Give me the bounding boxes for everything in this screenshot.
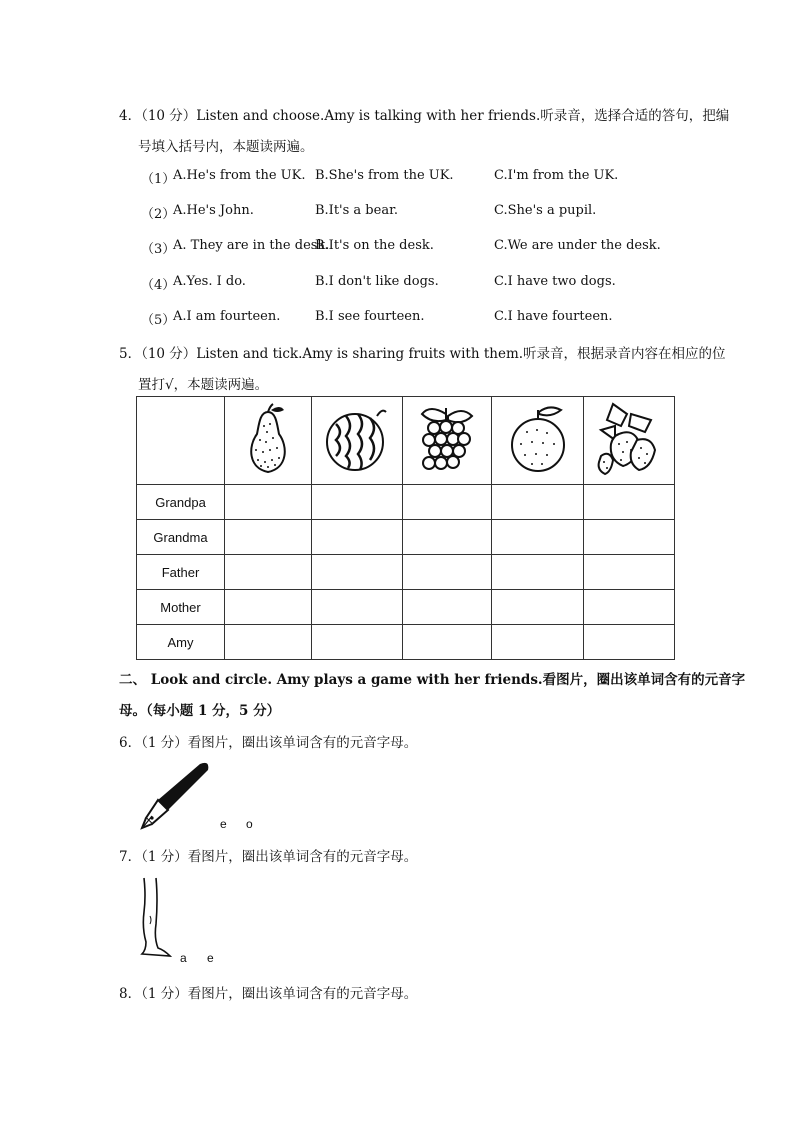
q4-instruction-line2: 号填入括号内，本题读两遍。 (138, 139, 314, 155)
q7-letter-2[interactable]: e (207, 951, 214, 965)
strawberry-icon (593, 400, 665, 478)
tick-cell[interactable] (584, 625, 675, 660)
grapes-icon (416, 402, 478, 476)
row-label-mother: Mother (137, 590, 225, 625)
tick-cell[interactable] (492, 520, 584, 555)
fruit-header-strawberry (584, 397, 675, 485)
q4-item-1-option-a: A.He's from the UK. (173, 168, 306, 183)
table-row (137, 485, 675, 520)
leg-icon (136, 876, 176, 960)
q4-item-5-option-a: A.I am fourteen. (173, 309, 281, 324)
tick-cell[interactable] (312, 520, 403, 555)
q7-instruction: 7．（1 分）看图片，圈出该单词含有的元音字母。 (119, 849, 418, 865)
fruit-header-watermelon (312, 397, 403, 485)
fruit-header-pear (225, 397, 312, 485)
q5-instruction-line1: 5．（10 分）Listen and tick.Amy is sharing fruits with them.听录音，根据录音内容在相应的位 (119, 346, 726, 362)
fruit-tick-table (136, 396, 675, 660)
table-row (137, 555, 675, 590)
tick-cell[interactable] (225, 520, 312, 555)
section2-heading-line1: 二、 Look and circle. Amy plays a game with her friends.看图片，圈出该单词含有的元音字 (119, 672, 746, 688)
tick-cell[interactable] (403, 625, 492, 660)
pear-icon (240, 402, 296, 476)
q4-item-3-option-a: A. They are in the desk. (173, 238, 330, 253)
tick-cell[interactable] (403, 590, 492, 625)
tick-cell[interactable] (584, 590, 675, 625)
row-label-father: Father (137, 555, 225, 590)
q4-item-1-option-b: B.She's from the UK. (315, 168, 454, 183)
tick-cell[interactable] (584, 555, 675, 590)
tick-cell[interactable] (492, 485, 584, 520)
tick-cell[interactable] (312, 625, 403, 660)
tick-cell[interactable] (312, 555, 403, 590)
tick-cell[interactable] (584, 520, 675, 555)
q4-item-5-num: （5） (141, 313, 176, 328)
section2-heading-line2: 母。（每小题 1 分，5 分） (119, 703, 281, 719)
q4-item-1-option-c: C.I'm from the UK. (494, 168, 619, 183)
fruit-header-grapes (403, 397, 492, 485)
tick-cell[interactable] (403, 520, 492, 555)
tick-cell[interactable] (492, 625, 584, 660)
q4-item-2-option-b: B.It's a bear. (315, 203, 398, 218)
q4-item-4-option-b: B.I don't like dogs. (315, 274, 439, 289)
pen-icon (138, 758, 216, 830)
tick-cell[interactable] (225, 555, 312, 590)
row-label-amy: Amy (137, 625, 225, 660)
tick-cell[interactable] (312, 485, 403, 520)
q8-instruction: 8．（1 分）看图片，圈出该单词含有的元音字母。 (119, 986, 418, 1002)
watermelon-icon (322, 404, 392, 474)
q4-item-2-option-c: C.She's a pupil. (494, 203, 597, 218)
q4-item-2-option-a: A.He's John. (173, 203, 254, 218)
q4-item-2-num: （2） (141, 207, 176, 222)
fruit-header-orange (492, 397, 584, 485)
q6-letter-1[interactable]: e (220, 817, 227, 831)
q4-item-4-option-a: A.Yes. I do. (173, 274, 246, 289)
header-empty-cell (137, 397, 225, 485)
q4-item-5-option-b: B.I see fourteen. (315, 309, 425, 324)
tick-cell[interactable] (584, 485, 675, 520)
q6-letter-2[interactable]: o (246, 817, 253, 831)
q4-item-1-num: （1） (141, 172, 176, 187)
q4-item-3-num: （3） (141, 242, 176, 257)
q4-item-5-option-c: C.I have fourteen. (494, 309, 613, 324)
fruit-header-row (137, 397, 675, 485)
q7-letter-1[interactable]: a (180, 951, 187, 965)
tick-cell[interactable] (492, 555, 584, 590)
q6-instruction: 6．（1 分）看图片，圈出该单词含有的元音字母。 (119, 735, 418, 751)
q4-item-3-option-c: C.We are under the desk. (494, 238, 661, 253)
tick-cell[interactable] (312, 590, 403, 625)
table-row (137, 590, 675, 625)
q4-item-4-num: （4） (141, 278, 176, 293)
table-row (137, 520, 675, 555)
q4-item-3-option-b: B.It's on the desk. (315, 238, 434, 253)
q4-instruction-line1: 4．（10 分）Listen and choose.Amy is talking with her friends.听录音，选择合适的答句，把编 (119, 108, 730, 124)
tick-cell[interactable] (492, 590, 584, 625)
tick-cell[interactable] (225, 485, 312, 520)
tick-cell[interactable] (403, 555, 492, 590)
table-row (137, 625, 675, 660)
tick-cell[interactable] (225, 625, 312, 660)
tick-cell[interactable] (225, 590, 312, 625)
q5-instruction-line2: 置打√，本题读两遍。 (138, 377, 269, 393)
tick-cell[interactable] (403, 485, 492, 520)
row-label-grandma: Grandma (137, 520, 225, 555)
row-label-grandpa: Grandpa (137, 485, 225, 520)
q4-item-4-option-c: C.I have two dogs. (494, 274, 616, 289)
orange-icon (505, 402, 571, 476)
